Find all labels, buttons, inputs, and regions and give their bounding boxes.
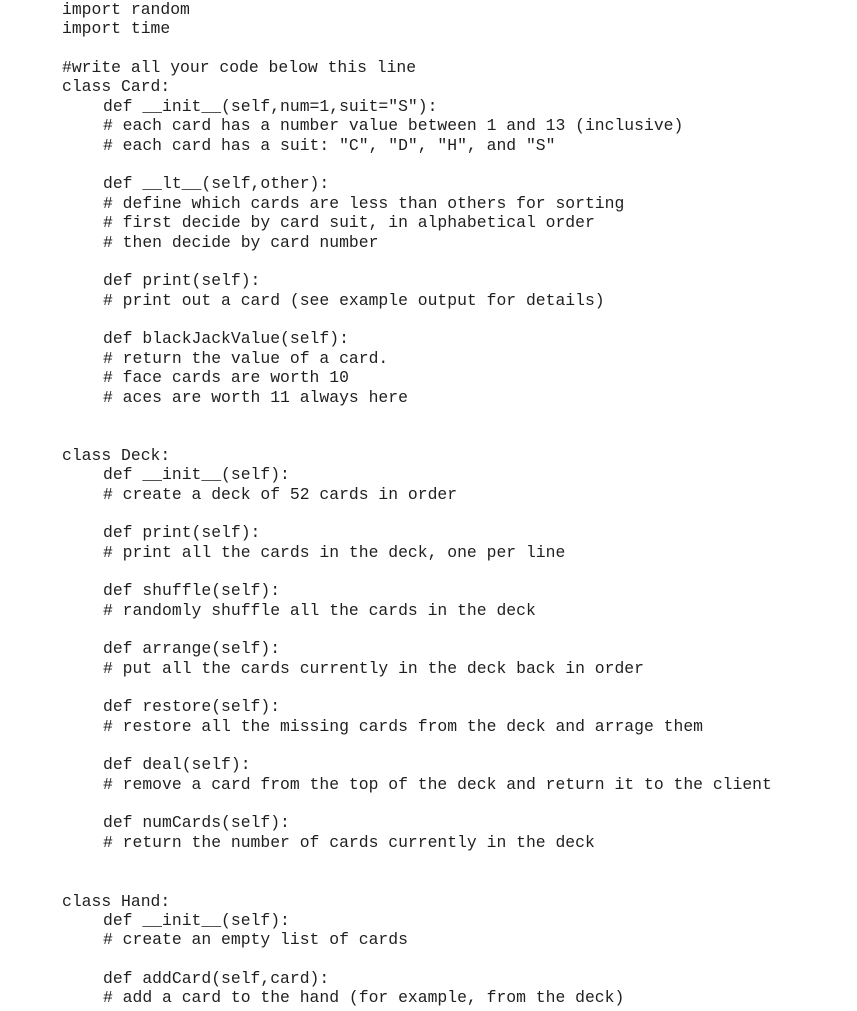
- code-line: # then decide by card number: [103, 233, 379, 252]
- code-line: def __init__(self):: [103, 465, 290, 484]
- code-line: # print out a card (see example output for details): [103, 291, 605, 310]
- code-line: # create a deck of 52 cards in order: [103, 485, 458, 504]
- code-line: import random: [62, 0, 190, 19]
- code-line: # restore all the missing cards from the deck and arrage them: [103, 717, 703, 736]
- code-line: import time: [62, 19, 171, 38]
- code-line: def restore(self):: [103, 697, 281, 716]
- code-line: # each card has a number value between 1 and 13 (inclusive): [103, 116, 684, 135]
- code-line: # aces are worth 11 always here: [103, 388, 408, 407]
- code-line: class Hand:: [62, 892, 171, 911]
- code-line: def blackJackValue(self):: [103, 329, 349, 348]
- code-line: # add a card to the hand (for example, from the deck): [103, 988, 625, 1007]
- code-line: # print all the cards in the deck, one per line: [103, 543, 566, 562]
- code-line: # return the value of a card.: [103, 349, 389, 368]
- code-line: # return the number of cards currently in the deck: [103, 833, 595, 852]
- code-line: # randomly shuffle all the cards in the deck: [103, 601, 536, 620]
- code-line: def print(self):: [103, 523, 261, 542]
- code-line: # face cards are worth 10: [103, 368, 349, 387]
- code-line: # create an empty list of cards: [103, 930, 408, 949]
- code-line: def addCard(self,card):: [103, 969, 330, 988]
- code-line: class Deck:: [62, 446, 171, 465]
- code-line: # remove a card from the top of the deck and return it to the client: [103, 775, 772, 794]
- code-line: def __lt__(self,other):: [103, 174, 330, 193]
- code-line: def numCards(self):: [103, 813, 290, 832]
- code-line: def shuffle(self):: [103, 581, 281, 600]
- code-line: class Card:: [62, 77, 171, 96]
- code-line: # put all the cards currently in the deck back in order: [103, 659, 644, 678]
- code-line: def print(self):: [103, 271, 261, 290]
- code-line: # define which cards are less than others for sorting: [103, 194, 625, 213]
- code-line: def arrange(self):: [103, 639, 281, 658]
- code-line: # first decide by card suit, in alphabetical order: [103, 213, 595, 232]
- code-line: def __init__(self,num=1,suit="S"):: [103, 97, 438, 116]
- code-line: #write all your code below this line: [62, 58, 417, 77]
- code-line: def deal(self):: [103, 755, 251, 774]
- code-line: def __init__(self):: [103, 911, 290, 930]
- code-line: # each card has a suit: "C", "D", "H", and "S": [103, 136, 556, 155]
